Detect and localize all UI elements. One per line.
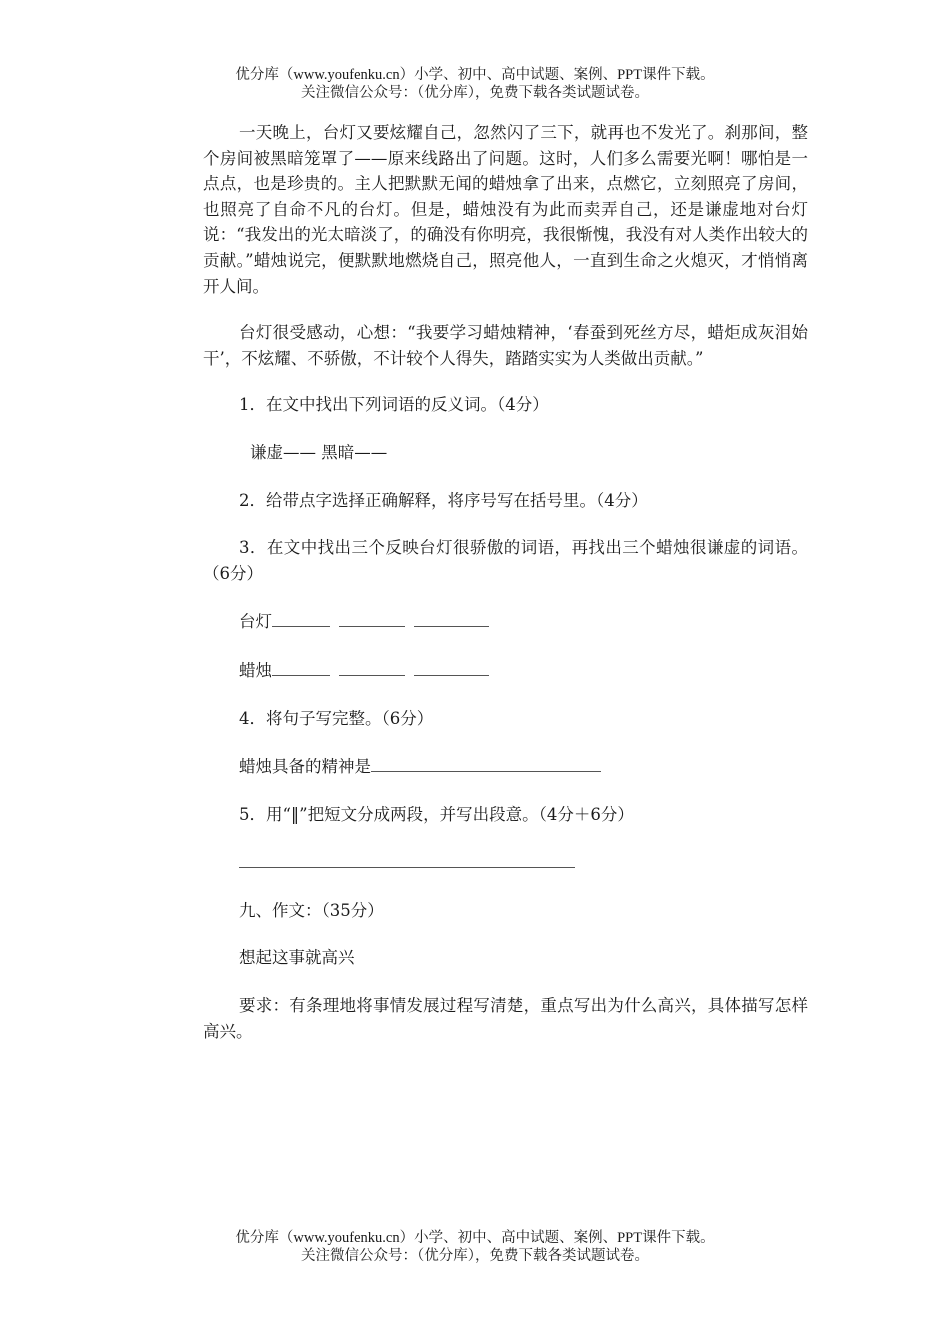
answer-blank[interactable] xyxy=(339,657,405,676)
candle-label: 蜡烛 xyxy=(239,660,272,680)
answer-blank[interactable] xyxy=(272,608,330,627)
question-1-answer-line: 谦虚—— 黑暗—— xyxy=(250,442,388,462)
answer-blank[interactable] xyxy=(414,608,489,627)
lamp-label: 台灯 xyxy=(239,612,272,632)
question-1: 1．在文中找出下列词语的反义词。（4分） xyxy=(239,395,549,415)
question-3: 3．在文中找出三个反映台灯很骄傲的词语，再找出三个蜡烛很谦虚的词语。（6分） xyxy=(203,538,808,583)
question-4-answer-row xyxy=(203,753,808,780)
question-2: 2．给带点字选择正确解释，将序号写在括号里。（4分） xyxy=(239,490,648,510)
composition-title: 想起这事就高兴 xyxy=(239,948,355,968)
answer-blank[interactable] xyxy=(272,657,330,676)
question-5: 5．用“‖”把短文分成两段，并写出段意。（4分＋6分） xyxy=(239,804,634,824)
composition-heading: 九、作文：（35分） xyxy=(239,900,384,920)
question-3-row-lamp xyxy=(203,608,808,635)
passage-paragraph-2: 台灯很受感动，心想：“我要学习蜡烛精神，‘春蚕到死丝方尽，蜡炬成灰泪始干’，不炫耀、不骄傲，不计较个人得失，踏踏实实为人类做出贡献。” xyxy=(203,323,808,368)
footer-line-2: 关注微信公众号：（优分库），免费下载各类试题试卷。 xyxy=(301,1248,649,1264)
answer-blank[interactable] xyxy=(339,608,405,627)
answer-blank[interactable] xyxy=(414,657,489,676)
header-line-1: 优分库（www.youfenku.cn）小学、初中、高中试题、案例、PPT课件下载。 xyxy=(235,67,715,83)
question-5-answer-row xyxy=(203,849,808,876)
question-4-prompt: 蜡烛具备的精神是 xyxy=(239,757,371,777)
answer-blank[interactable] xyxy=(239,849,575,868)
answer-blank[interactable] xyxy=(371,753,601,772)
page-footer xyxy=(0,1229,950,1265)
footer-line-1: 优分库（www.youfenku.cn）小学、初中、高中试题、案例、PPT课件下载。 xyxy=(235,1230,715,1246)
question-3-row-candle xyxy=(203,657,808,684)
question-4: 4．将句子写完整。（6分） xyxy=(239,708,434,728)
passage-paragraph-1: 一天晚上，台灯又要炫耀自己，忽然闪了三下，就再也不发光了。刹那间，整个房间被黑暗笼罩了——原来线路出了问题。这时，人们多么需要光啊！哪怕是一点点，也是珍贵的。主人把默默无闻的蜡烛拿了出来，点燃它，立刻照亮了房间，也照亮了自命不凡的台灯。但是，蜡烛没有为此而卖弄自己，还是谦虚地对台灯说：“我发出的光太暗淡了，的确没有你明亮，我很惭愧，我没有对人类作出较大的贡献。”蜡烛说完，便默默地燃烧自己，照亮他人，一直到生命之火熄灭，才悄悄离开人间。 xyxy=(203,123,808,296)
page-header xyxy=(0,66,950,102)
document-body xyxy=(203,120,808,1044)
composition-requirement: 要求：有条理地将事情发展过程写清楚，重点写出为什么高兴，具体描写怎样高兴。 xyxy=(203,996,808,1041)
header-line-2: 关注微信公众号：（优分库），免费下载各类试题试卷。 xyxy=(301,85,649,101)
